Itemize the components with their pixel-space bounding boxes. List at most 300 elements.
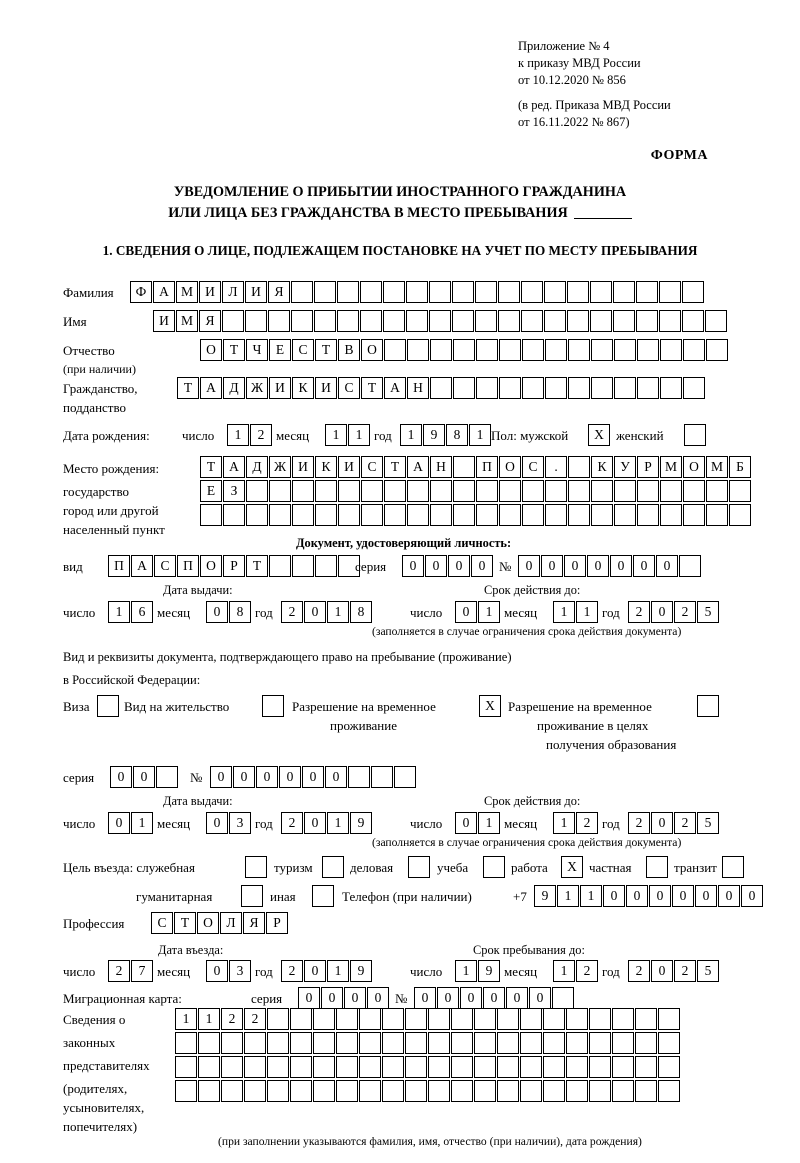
char-box[interactable]: Т bbox=[315, 339, 337, 361]
char-box[interactable] bbox=[683, 377, 705, 399]
profession-boxes[interactable] bbox=[151, 912, 289, 934]
char-box[interactable] bbox=[198, 1080, 220, 1102]
residence-checkbox[interactable] bbox=[262, 695, 285, 717]
char-box[interactable]: 0 bbox=[206, 960, 228, 982]
char-box[interactable]: Ф bbox=[130, 281, 152, 303]
char-box[interactable]: К bbox=[315, 456, 337, 478]
stay-month-boxes[interactable] bbox=[553, 960, 599, 982]
char-box[interactable] bbox=[313, 1056, 335, 1078]
char-box[interactable] bbox=[262, 695, 284, 717]
char-box[interactable]: А bbox=[407, 456, 429, 478]
char-box[interactable] bbox=[361, 504, 383, 526]
char-box[interactable] bbox=[407, 504, 429, 526]
char-box[interactable] bbox=[382, 1056, 404, 1078]
char-box[interactable] bbox=[269, 555, 291, 577]
char-box[interactable] bbox=[543, 1080, 565, 1102]
char-box[interactable] bbox=[474, 1080, 496, 1102]
char-box[interactable] bbox=[682, 281, 704, 303]
char-box[interactable]: 8 bbox=[350, 601, 372, 623]
char-box[interactable]: Е bbox=[200, 480, 222, 502]
char-box[interactable] bbox=[660, 504, 682, 526]
char-box[interactable]: . bbox=[545, 456, 567, 478]
char-box[interactable]: И bbox=[153, 310, 175, 332]
char-box[interactable] bbox=[646, 856, 668, 878]
char-box[interactable] bbox=[545, 480, 567, 502]
char-box[interactable] bbox=[405, 1080, 427, 1102]
char-box[interactable]: Т bbox=[177, 377, 199, 399]
char-box[interactable]: 0 bbox=[649, 885, 671, 907]
char-box[interactable] bbox=[566, 1080, 588, 1102]
char-box[interactable] bbox=[292, 480, 314, 502]
char-box[interactable]: 0 bbox=[455, 812, 477, 834]
char-box[interactable] bbox=[244, 1032, 266, 1054]
char-box[interactable] bbox=[614, 339, 636, 361]
char-box[interactable]: 2 bbox=[281, 601, 303, 623]
char-box[interactable]: 0 bbox=[206, 601, 228, 623]
char-box[interactable] bbox=[567, 281, 589, 303]
char-box[interactable] bbox=[453, 504, 475, 526]
char-box[interactable]: 2 bbox=[281, 812, 303, 834]
char-box[interactable] bbox=[682, 310, 704, 332]
visa-checkbox[interactable] bbox=[97, 695, 120, 717]
entry-month-boxes[interactable] bbox=[206, 960, 252, 982]
char-box[interactable] bbox=[614, 504, 636, 526]
char-box[interactable]: 0 bbox=[279, 766, 301, 788]
char-box[interactable] bbox=[453, 480, 475, 502]
char-box[interactable]: А bbox=[200, 377, 222, 399]
char-box[interactable] bbox=[476, 377, 498, 399]
char-box[interactable] bbox=[591, 480, 613, 502]
char-box[interactable] bbox=[476, 480, 498, 502]
char-box[interactable]: 1 bbox=[400, 424, 422, 446]
char-box[interactable]: Л bbox=[220, 912, 242, 934]
char-box[interactable] bbox=[200, 504, 222, 526]
char-box[interactable] bbox=[175, 1032, 197, 1054]
char-box[interactable] bbox=[637, 377, 659, 399]
char-box[interactable] bbox=[382, 1008, 404, 1030]
char-box[interactable]: 1 bbox=[557, 885, 579, 907]
char-box[interactable]: 0 bbox=[610, 555, 632, 577]
char-box[interactable] bbox=[175, 1080, 197, 1102]
purpose-humanitarian-checkbox[interactable] bbox=[241, 885, 264, 907]
char-box[interactable] bbox=[612, 1056, 634, 1078]
char-box[interactable] bbox=[313, 1008, 335, 1030]
char-box[interactable] bbox=[589, 1032, 611, 1054]
stay-year-boxes[interactable] bbox=[628, 960, 720, 982]
char-box[interactable]: Ж bbox=[246, 377, 268, 399]
birthplace-city-boxes-row2[interactable] bbox=[200, 504, 752, 526]
char-box[interactable] bbox=[589, 1008, 611, 1030]
char-box[interactable] bbox=[589, 1080, 611, 1102]
purpose-transit-checkbox[interactable] bbox=[722, 856, 745, 878]
char-box[interactable] bbox=[543, 1008, 565, 1030]
phone-boxes[interactable] bbox=[534, 885, 764, 907]
char-box[interactable]: Т bbox=[384, 456, 406, 478]
char-box[interactable]: 0 bbox=[110, 766, 132, 788]
char-box[interactable] bbox=[552, 987, 574, 1009]
char-box[interactable]: Д bbox=[246, 456, 268, 478]
char-box[interactable]: П bbox=[476, 456, 498, 478]
char-box[interactable] bbox=[545, 377, 567, 399]
char-box[interactable] bbox=[405, 1008, 427, 1030]
char-box[interactable] bbox=[337, 281, 359, 303]
char-box[interactable] bbox=[476, 504, 498, 526]
char-box[interactable] bbox=[729, 504, 751, 526]
char-box[interactable]: О bbox=[197, 912, 219, 934]
patronymic-boxes[interactable] bbox=[200, 339, 729, 361]
char-box[interactable] bbox=[568, 339, 590, 361]
char-box[interactable] bbox=[269, 480, 291, 502]
valid-year-boxes[interactable] bbox=[628, 601, 720, 623]
char-box[interactable]: 0 bbox=[460, 987, 482, 1009]
char-box[interactable] bbox=[658, 1008, 680, 1030]
char-box[interactable]: 1 bbox=[576, 601, 598, 623]
char-box[interactable]: 0 bbox=[564, 555, 586, 577]
char-box[interactable]: 9 bbox=[350, 812, 372, 834]
char-box[interactable]: 1 bbox=[108, 601, 130, 623]
char-box[interactable] bbox=[568, 480, 590, 502]
char-box[interactable] bbox=[430, 504, 452, 526]
char-box[interactable]: 1 bbox=[131, 812, 153, 834]
legal-rep-boxes-row3[interactable] bbox=[175, 1056, 681, 1078]
char-box[interactable]: 0 bbox=[587, 555, 609, 577]
char-box[interactable] bbox=[660, 339, 682, 361]
char-box[interactable] bbox=[360, 310, 382, 332]
char-box[interactable] bbox=[383, 281, 405, 303]
char-box[interactable]: 0 bbox=[718, 885, 740, 907]
char-box[interactable] bbox=[522, 504, 544, 526]
char-box[interactable] bbox=[269, 504, 291, 526]
char-box[interactable] bbox=[451, 1080, 473, 1102]
char-box[interactable]: 2 bbox=[576, 812, 598, 834]
char-box[interactable] bbox=[267, 1080, 289, 1102]
char-box[interactable] bbox=[429, 281, 451, 303]
char-box[interactable] bbox=[497, 1032, 519, 1054]
char-box[interactable] bbox=[428, 1032, 450, 1054]
char-box[interactable] bbox=[499, 504, 521, 526]
char-box[interactable]: 6 bbox=[131, 601, 153, 623]
char-box[interactable] bbox=[614, 377, 636, 399]
char-box[interactable]: 2 bbox=[250, 424, 272, 446]
char-box[interactable] bbox=[660, 480, 682, 502]
char-box[interactable] bbox=[97, 695, 119, 717]
char-box[interactable]: 1 bbox=[580, 885, 602, 907]
char-box[interactable] bbox=[453, 456, 475, 478]
char-box[interactable]: О bbox=[361, 339, 383, 361]
char-box[interactable]: 0 bbox=[437, 987, 459, 1009]
purpose-other-checkbox[interactable] bbox=[312, 885, 335, 907]
char-box[interactable] bbox=[156, 766, 178, 788]
char-box[interactable] bbox=[635, 1008, 657, 1030]
char-box[interactable]: 0 bbox=[651, 812, 673, 834]
char-box[interactable] bbox=[520, 1056, 542, 1078]
char-box[interactable]: 0 bbox=[541, 555, 563, 577]
char-box[interactable]: М bbox=[706, 456, 728, 478]
char-box[interactable]: О bbox=[499, 456, 521, 478]
temp-residence-edu-checkbox[interactable] bbox=[697, 695, 720, 717]
char-box[interactable] bbox=[520, 1032, 542, 1054]
char-box[interactable]: М bbox=[660, 456, 682, 478]
char-box[interactable]: 1 bbox=[327, 960, 349, 982]
char-box[interactable] bbox=[474, 1032, 496, 1054]
char-box[interactable] bbox=[291, 310, 313, 332]
char-box[interactable]: Б bbox=[729, 456, 751, 478]
char-box[interactable] bbox=[636, 281, 658, 303]
purpose-service-checkbox[interactable] bbox=[245, 856, 268, 878]
char-box[interactable] bbox=[521, 310, 543, 332]
char-box[interactable] bbox=[499, 339, 521, 361]
char-box[interactable]: 0 bbox=[133, 766, 155, 788]
char-box[interactable]: 1 bbox=[553, 812, 575, 834]
char-box[interactable]: И bbox=[338, 456, 360, 478]
issue-month-boxes[interactable] bbox=[206, 601, 252, 623]
char-box[interactable]: 3 bbox=[229, 812, 251, 834]
char-box[interactable] bbox=[359, 1056, 381, 1078]
permit-number-boxes[interactable] bbox=[210, 766, 417, 788]
char-box[interactable] bbox=[405, 1032, 427, 1054]
char-box[interactable] bbox=[589, 1056, 611, 1078]
char-box[interactable]: 2 bbox=[281, 960, 303, 982]
char-box[interactable]: Е bbox=[269, 339, 291, 361]
char-box[interactable] bbox=[520, 1080, 542, 1102]
char-box[interactable] bbox=[361, 480, 383, 502]
char-box[interactable]: X bbox=[479, 695, 501, 717]
char-box[interactable]: 0 bbox=[256, 766, 278, 788]
char-box[interactable] bbox=[497, 1056, 519, 1078]
char-box[interactable]: 9 bbox=[350, 960, 372, 982]
char-box[interactable]: К bbox=[292, 377, 314, 399]
char-box[interactable] bbox=[697, 695, 719, 717]
char-box[interactable] bbox=[659, 281, 681, 303]
char-box[interactable]: П bbox=[108, 555, 130, 577]
char-box[interactable]: Д bbox=[223, 377, 245, 399]
char-box[interactable] bbox=[474, 1056, 496, 1078]
char-box[interactable]: 0 bbox=[741, 885, 763, 907]
char-box[interactable] bbox=[498, 281, 520, 303]
char-box[interactable] bbox=[451, 1032, 473, 1054]
char-box[interactable]: 1 bbox=[478, 812, 500, 834]
char-box[interactable] bbox=[521, 281, 543, 303]
char-box[interactable]: С bbox=[292, 339, 314, 361]
char-box[interactable]: И bbox=[292, 456, 314, 478]
char-box[interactable] bbox=[590, 281, 612, 303]
char-box[interactable] bbox=[568, 377, 590, 399]
char-box[interactable]: 0 bbox=[302, 766, 324, 788]
char-box[interactable] bbox=[394, 766, 416, 788]
char-box[interactable] bbox=[430, 377, 452, 399]
birthplace-city-boxes-row1[interactable] bbox=[200, 480, 752, 502]
char-box[interactable]: 0 bbox=[672, 885, 694, 907]
char-box[interactable]: 1 bbox=[227, 424, 249, 446]
char-box[interactable] bbox=[660, 377, 682, 399]
char-box[interactable] bbox=[566, 1008, 588, 1030]
char-box[interactable] bbox=[544, 310, 566, 332]
char-box[interactable]: 2 bbox=[244, 1008, 266, 1030]
char-box[interactable]: 5 bbox=[697, 812, 719, 834]
char-box[interactable] bbox=[522, 339, 544, 361]
char-box[interactable]: А bbox=[223, 456, 245, 478]
char-box[interactable] bbox=[658, 1056, 680, 1078]
char-box[interactable] bbox=[635, 1080, 657, 1102]
char-box[interactable]: С bbox=[151, 912, 173, 934]
sex-female-checkbox[interactable] bbox=[684, 424, 707, 446]
char-box[interactable]: 0 bbox=[651, 601, 673, 623]
char-box[interactable] bbox=[614, 480, 636, 502]
char-box[interactable]: У bbox=[614, 456, 636, 478]
char-box[interactable]: 8 bbox=[446, 424, 468, 446]
char-box[interactable]: З bbox=[223, 480, 245, 502]
issue-day-boxes[interactable] bbox=[108, 601, 154, 623]
char-box[interactable]: 0 bbox=[483, 987, 505, 1009]
char-box[interactable] bbox=[451, 1056, 473, 1078]
char-box[interactable] bbox=[245, 310, 267, 332]
char-box[interactable] bbox=[338, 504, 360, 526]
char-box[interactable] bbox=[683, 504, 705, 526]
char-box[interactable] bbox=[407, 339, 429, 361]
char-box[interactable] bbox=[359, 1080, 381, 1102]
char-box[interactable] bbox=[498, 310, 520, 332]
char-box[interactable] bbox=[499, 480, 521, 502]
doc-number-boxes[interactable] bbox=[518, 555, 702, 577]
permit-valid-day-boxes[interactable] bbox=[455, 812, 501, 834]
char-box[interactable] bbox=[290, 1080, 312, 1102]
valid-day-boxes[interactable] bbox=[455, 601, 501, 623]
char-box[interactable]: В bbox=[338, 339, 360, 361]
char-box[interactable]: 9 bbox=[423, 424, 445, 446]
char-box[interactable]: 2 bbox=[674, 812, 696, 834]
char-box[interactable] bbox=[382, 1032, 404, 1054]
char-box[interactable]: Н bbox=[430, 456, 452, 478]
char-box[interactable] bbox=[315, 480, 337, 502]
char-box[interactable] bbox=[221, 1056, 243, 1078]
char-box[interactable] bbox=[322, 856, 344, 878]
char-box[interactable]: Я bbox=[199, 310, 221, 332]
char-box[interactable] bbox=[684, 424, 706, 446]
char-box[interactable]: 0 bbox=[603, 885, 625, 907]
char-box[interactable] bbox=[245, 856, 267, 878]
char-box[interactable]: 0 bbox=[529, 987, 551, 1009]
migration-number-boxes[interactable] bbox=[414, 987, 575, 1009]
purpose-tourism-checkbox[interactable] bbox=[322, 856, 345, 878]
char-box[interactable] bbox=[453, 339, 475, 361]
char-box[interactable] bbox=[658, 1080, 680, 1102]
char-box[interactable] bbox=[290, 1008, 312, 1030]
char-box[interactable] bbox=[520, 1008, 542, 1030]
char-box[interactable]: 0 bbox=[448, 555, 470, 577]
char-box[interactable] bbox=[452, 281, 474, 303]
char-box[interactable] bbox=[475, 281, 497, 303]
char-box[interactable] bbox=[591, 339, 613, 361]
char-box[interactable]: 0 bbox=[304, 601, 326, 623]
char-box[interactable] bbox=[221, 1032, 243, 1054]
char-box[interactable] bbox=[499, 377, 521, 399]
char-box[interactable]: Я bbox=[268, 281, 290, 303]
char-box[interactable] bbox=[244, 1056, 266, 1078]
char-box[interactable]: Т bbox=[223, 339, 245, 361]
char-box[interactable] bbox=[658, 1032, 680, 1054]
char-box[interactable] bbox=[290, 1056, 312, 1078]
entry-year-boxes[interactable] bbox=[281, 960, 373, 982]
birthplace-state-boxes[interactable] bbox=[200, 456, 752, 478]
char-box[interactable] bbox=[683, 480, 705, 502]
char-box[interactable] bbox=[545, 339, 567, 361]
char-box[interactable] bbox=[315, 504, 337, 526]
char-box[interactable]: X bbox=[561, 856, 583, 878]
char-box[interactable]: А bbox=[131, 555, 153, 577]
char-box[interactable] bbox=[683, 339, 705, 361]
char-box[interactable] bbox=[384, 480, 406, 502]
birth-year-boxes[interactable] bbox=[400, 424, 492, 446]
permit-valid-year-boxes[interactable] bbox=[628, 812, 720, 834]
char-box[interactable]: X bbox=[588, 424, 610, 446]
char-box[interactable] bbox=[637, 480, 659, 502]
char-box[interactable] bbox=[221, 1080, 243, 1102]
legal-rep-boxes-row2[interactable] bbox=[175, 1032, 681, 1054]
legal-rep-boxes-row4[interactable] bbox=[175, 1080, 681, 1102]
char-box[interactable]: 5 bbox=[697, 960, 719, 982]
char-box[interactable] bbox=[175, 1056, 197, 1078]
char-box[interactable] bbox=[475, 310, 497, 332]
char-box[interactable] bbox=[336, 1008, 358, 1030]
char-box[interactable]: Л bbox=[222, 281, 244, 303]
char-box[interactable] bbox=[591, 377, 613, 399]
char-box[interactable] bbox=[312, 885, 334, 907]
char-box[interactable] bbox=[705, 310, 727, 332]
char-box[interactable]: 1 bbox=[327, 812, 349, 834]
char-box[interactable] bbox=[566, 1056, 588, 1078]
char-box[interactable]: 1 bbox=[327, 601, 349, 623]
permit-issue-month-boxes[interactable] bbox=[206, 812, 252, 834]
char-box[interactable]: 1 bbox=[553, 601, 575, 623]
char-box[interactable]: М bbox=[176, 310, 198, 332]
char-box[interactable] bbox=[198, 1032, 220, 1054]
char-box[interactable]: 9 bbox=[534, 885, 556, 907]
char-box[interactable]: 0 bbox=[210, 766, 232, 788]
char-box[interactable] bbox=[268, 310, 290, 332]
char-box[interactable] bbox=[497, 1080, 519, 1102]
char-box[interactable]: 0 bbox=[367, 987, 389, 1009]
char-box[interactable] bbox=[336, 1032, 358, 1054]
char-box[interactable]: И bbox=[269, 377, 291, 399]
purpose-private-checkbox[interactable] bbox=[646, 856, 669, 878]
char-box[interactable] bbox=[545, 504, 567, 526]
birth-day-boxes[interactable] bbox=[227, 424, 273, 446]
char-box[interactable]: Р bbox=[223, 555, 245, 577]
char-box[interactable] bbox=[292, 504, 314, 526]
char-box[interactable]: 1 bbox=[325, 424, 347, 446]
char-box[interactable] bbox=[612, 1032, 634, 1054]
temp-residence-checkbox[interactable] bbox=[479, 695, 502, 717]
char-box[interactable] bbox=[474, 1008, 496, 1030]
char-box[interactable]: 0 bbox=[414, 987, 436, 1009]
char-box[interactable]: 0 bbox=[518, 555, 540, 577]
char-box[interactable]: И bbox=[199, 281, 221, 303]
char-box[interactable] bbox=[566, 1032, 588, 1054]
char-box[interactable] bbox=[483, 856, 505, 878]
char-box[interactable]: Я bbox=[243, 912, 265, 934]
char-box[interactable]: 0 bbox=[425, 555, 447, 577]
char-box[interactable] bbox=[382, 1080, 404, 1102]
char-box[interactable] bbox=[476, 339, 498, 361]
char-box[interactable] bbox=[637, 504, 659, 526]
char-box[interactable] bbox=[590, 310, 612, 332]
char-box[interactable] bbox=[706, 339, 728, 361]
citizenship-boxes[interactable] bbox=[177, 377, 706, 399]
doc-seria-boxes[interactable] bbox=[402, 555, 494, 577]
char-box[interactable] bbox=[348, 766, 370, 788]
purpose-study-checkbox[interactable] bbox=[483, 856, 506, 878]
char-box[interactable] bbox=[522, 480, 544, 502]
